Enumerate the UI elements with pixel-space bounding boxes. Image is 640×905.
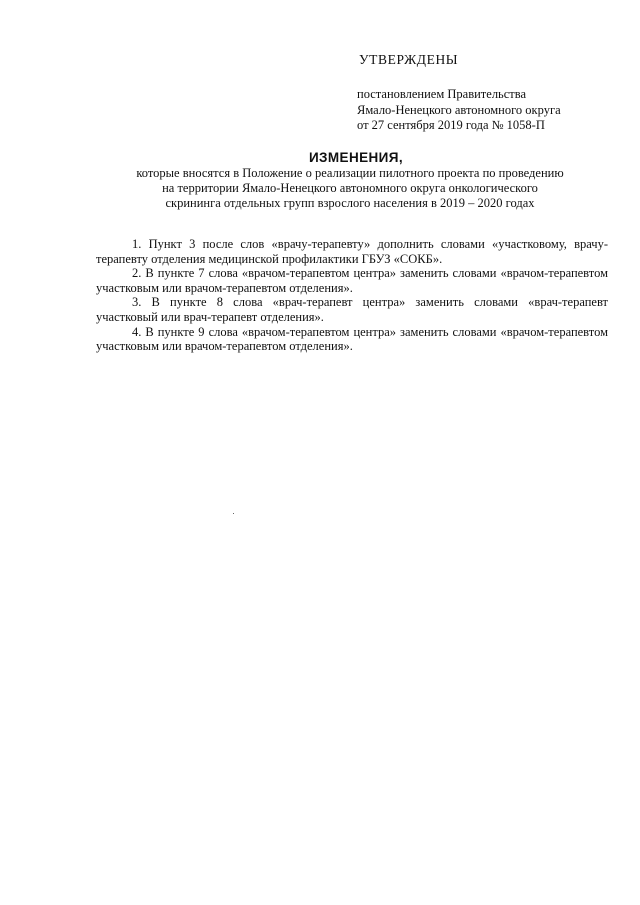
amendments-list <box>96 237 608 354</box>
document-subtitle-line-1: которые вносятся в Положение о реализации пилотного проекта по проведению <box>136 166 564 180</box>
approval-line-date-number: от 27 сентября 2019 года № 1058-П <box>357 118 545 132</box>
approval-line-region: Ямало-Ненецкого автономного округа <box>357 102 561 117</box>
document-heading <box>70 150 630 211</box>
document-title: ИЗМЕНЕНИЯ, <box>308 150 404 165</box>
amendment-item-3: 3. В пункте 8 слова «врач-терапевт центра» заменить словами «врач-терапевт участковый или врач-терапевт отделения». <box>96 295 608 324</box>
amendment-item-1: 1. Пункт 3 после слов «врачу-терапевту» дополнить словами «участковому, врачу-терапевту отделения медицинской профилактики ГБУЗ «СОКБ». <box>96 237 608 266</box>
approval-block <box>357 52 627 134</box>
document-subtitle-line-3: скрининга отдельных групп взрослого населения в 2019 – 2020 годах <box>165 196 535 210</box>
document-subtitle-line-2: на территории Ямало-Ненецкого автономного округа онкологического <box>162 181 538 195</box>
amendment-item-4: 4. В пункте 9 слова «врачом-терапевтом центра» заменить словами «врачом-терапевтом участковым или врачом-терапевтом отделения». <box>96 324 608 354</box>
approval-line-resolution: постановлением Правительства <box>357 87 527 101</box>
approval-title: УТВЕРЖДЕНЫ <box>359 52 459 67</box>
scan-speck <box>233 513 234 514</box>
amendment-item-2: 2. В пункте 7 слова «врачом-терапевтом центра» заменить словами «врачом-терапевтом участковым или врачом-терапевтом отделения». <box>96 266 608 295</box>
